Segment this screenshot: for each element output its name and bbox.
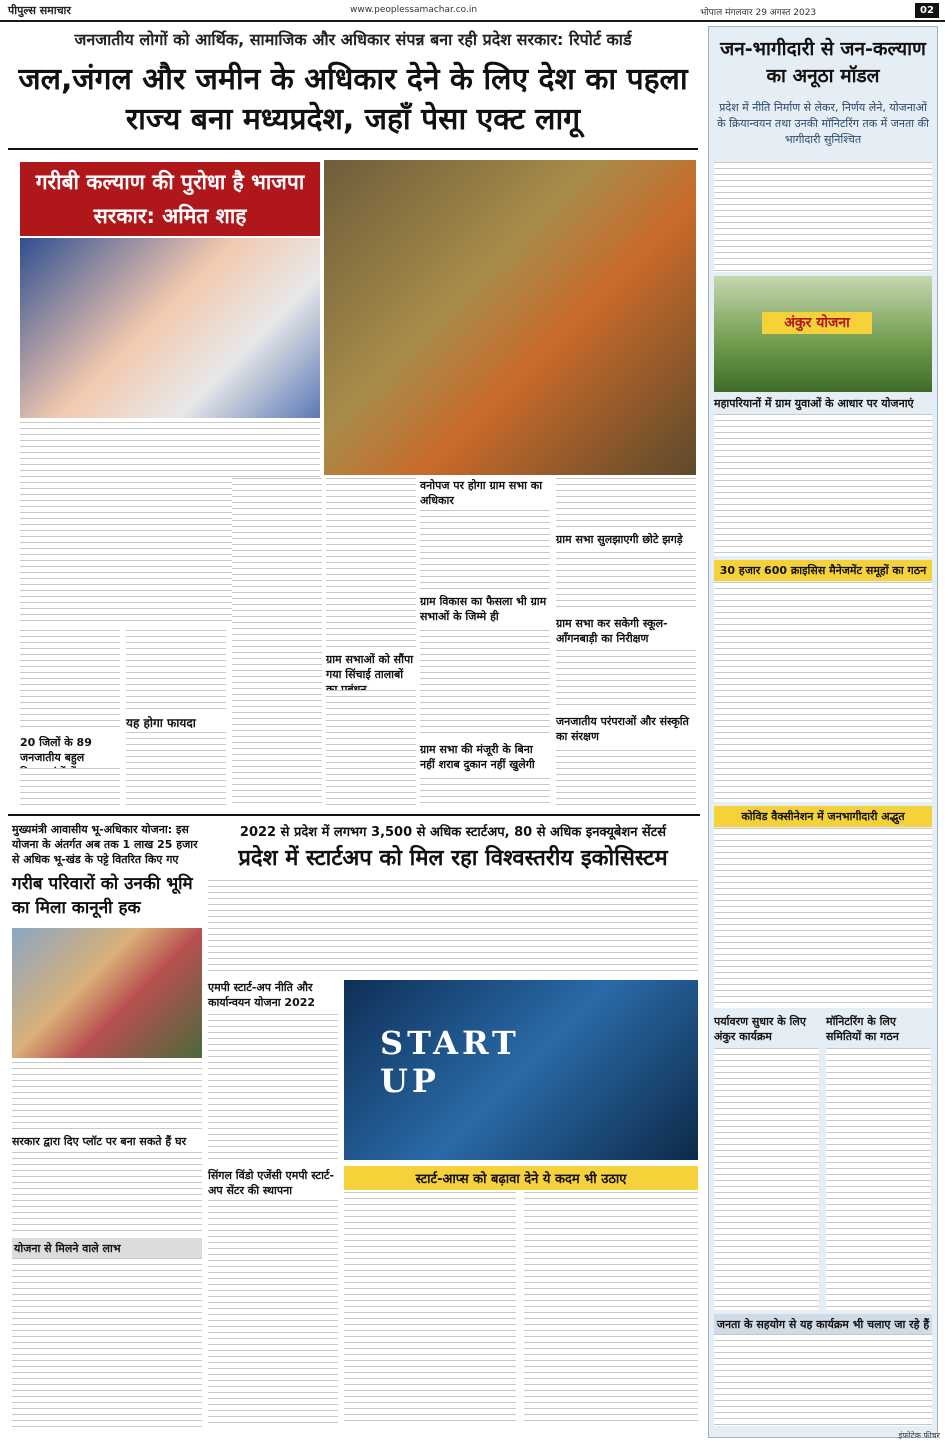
startup-headline: प्रदेश में स्टार्टअप को मिल रहा विश्वस्तरीय इकोसिस्टम: [238, 846, 668, 871]
subhead-liquor: ग्राम सभा की मंजूरी के बिना नहीं शराब दुकान नहीं खुलेगी: [420, 743, 535, 771]
subhead-forest: वनोपज पर होगा ग्राम सभा का अधिकार: [420, 479, 543, 507]
column-text-12: [556, 552, 696, 612]
housing-headline: गरीब परिवारों को उनकी भूमि का मिला कानूनी हक: [12, 874, 193, 918]
newspaper-logo: पीपुल्स समाचार: [8, 4, 71, 17]
subhead-culture: जनजातीय परंपराओं और संस्कृति का संरक्षण: [556, 715, 689, 743]
startup-kicker: 2022 से प्रदेश में लगभग 3,500 से अधिक स्टार्टअप, 80 से अधिक इनक्यूबेशन सेंटर्स: [239, 825, 667, 840]
column-text-3: [126, 630, 226, 710]
subhead-disputes: ग्राम सभा सुलझाएगी छोटे झगड़े: [556, 533, 683, 546]
housing-benefits-title: योजना से मिलने वाले लाभ: [12, 1238, 202, 1259]
startup-steps-left: [344, 1192, 516, 1426]
startup-text-2: [208, 1200, 338, 1426]
column-text-9: [420, 630, 550, 738]
subhead-monitoring: मॉनिटरिंग के लिए समितियों का गठन: [826, 1015, 899, 1043]
left-box-title: गरीबी कल्याण की पुरोधा है भाजपा सरकार: अमित शाह: [20, 162, 320, 236]
tribal-dance-photo: [324, 160, 696, 475]
column-text-7: [326, 690, 416, 808]
startup-steps-right: [524, 1192, 698, 1426]
right-text-3: [714, 582, 932, 802]
housing-benefits-list: [12, 1258, 202, 1428]
column-text-5: [232, 478, 322, 808]
issue-date: भोपाल मंगलवार 29 अगस्त 2023: [700, 8, 817, 18]
startup-text-1: [208, 1014, 338, 1164]
lower-divider: [8, 814, 700, 816]
ankur-yojana-photo: [714, 276, 932, 392]
covid-banner: कोविड वैक्सीनेशन में जनभागीदारी अद्भुत: [714, 806, 932, 827]
column-text-6: [326, 478, 416, 648]
lead-divider: [8, 148, 698, 150]
lead-headline: जल,जंगल और जमीन के अधिकार देने के लिए देश का पहला राज्य बना मध्यप्रदेश, जहाँ पेसा एक्ट लागू: [18, 62, 688, 137]
housing-subhead: सरकार द्वारा दिए प्लॉट पर बना सकते हैं घर: [12, 1135, 187, 1148]
column-text-11: [556, 478, 696, 528]
right-text-4: [714, 828, 932, 1008]
column-text-4: [126, 732, 226, 808]
subhead-policy: एमपी स्टार्ट-अप नीति और कार्यान्वयन योजना 2022: [208, 981, 316, 1009]
subhead-districts: 20 जिलों के 89 जनजातीय बहुल: [20, 736, 92, 764]
subhead-resolve: ग्राम विकास का फैसला भी ग्राम सभाओं के जिम्मे ही: [420, 595, 547, 623]
column-text-13: [556, 650, 696, 710]
subhead-school: ग्राम सभा कर सकेगी स्कूल-आँगनबाड़ी का निरीक्षण: [556, 617, 668, 645]
startup-image-text: START UP: [380, 1024, 520, 1100]
subhead-window: सिंगल विंडो एजेंसी एमपी स्टार्ट-अप सेंटर की स्थापना: [208, 1169, 335, 1197]
housing-text-1: [12, 1062, 202, 1130]
column-text-10: [420, 778, 550, 808]
housing-kicker: मुख्यमंत्री आवासीय भू-अधिकार योजना: इस योजना के अंतर्गत अब तक 1 लाख 25 हजार से अधिक भू-खंड के पट्टे वितरित किए गए: [12, 823, 198, 866]
right-footer-list: [714, 1334, 932, 1426]
lead-kicker: जनजातीय लोगों को आर्थिक, सामाजिक और अधिकार संपन्न बना रही प्रदेश सरकार: रिपोर्ट कार्ड: [74, 30, 632, 49]
subhead-environment: पर्यावरण सुधार के लिए अंकुर कार्यक्रम: [714, 1015, 806, 1043]
page-number: 02: [915, 3, 939, 18]
column-text-2: [20, 768, 120, 808]
column-text-1: [20, 630, 120, 730]
startup-steps-banner: स्टार्ट-आप्स को बढ़ावा देने ये कदम भी उठाए: [344, 1166, 698, 1190]
subhead-ponds: ग्राम सभाओं को सौंपा गया सिंचाई तालाबों: [326, 653, 414, 681]
right-text-2: [714, 414, 932, 556]
right-text-5: [714, 1048, 819, 1310]
website-url: www.peoplessamachar.co.in: [350, 5, 478, 15]
startup-intro-text: [208, 880, 698, 976]
feature-credit: इंफ़ोटेक फीचर: [898, 1431, 940, 1440]
column-text-8: [420, 510, 550, 590]
column-text-14: [556, 750, 696, 808]
beneficiary-photo: [12, 928, 202, 1058]
right-text-1: [714, 162, 932, 272]
crisis-group-banner: 30 हजार 600 क्राइसिस मैनेजमेंट समूहों का गठन: [714, 560, 932, 581]
right-box-title: जन-भागीदारी से जन-कल्याण का अनूठा मॉडल: [720, 38, 926, 87]
ankur-banner: अंकुर योजना: [762, 312, 872, 334]
subhead-benefit: यह होगा फायदा: [126, 716, 196, 730]
housing-text-2: [12, 1152, 202, 1232]
right-text-6: [826, 1048, 931, 1310]
right-footer-banner: जनता के सहयोग से यह कार्यक्रम भी चलाए जा रहे हैं: [714, 1314, 932, 1335]
amit-shah-photo: [20, 238, 320, 418]
right-box-deck: प्रदेश में नीति निर्माण से लेकर, निर्णय लेने, योजनाओं के क्रियान्वयन तथा उनकी मॉनिटरिंग तक में जनता की भागीदारी सुनिश्चित: [717, 101, 929, 146]
subhead-youth: महापरियानों में ग्राम युवाओं के आधार पर योजनाएं: [714, 397, 914, 410]
